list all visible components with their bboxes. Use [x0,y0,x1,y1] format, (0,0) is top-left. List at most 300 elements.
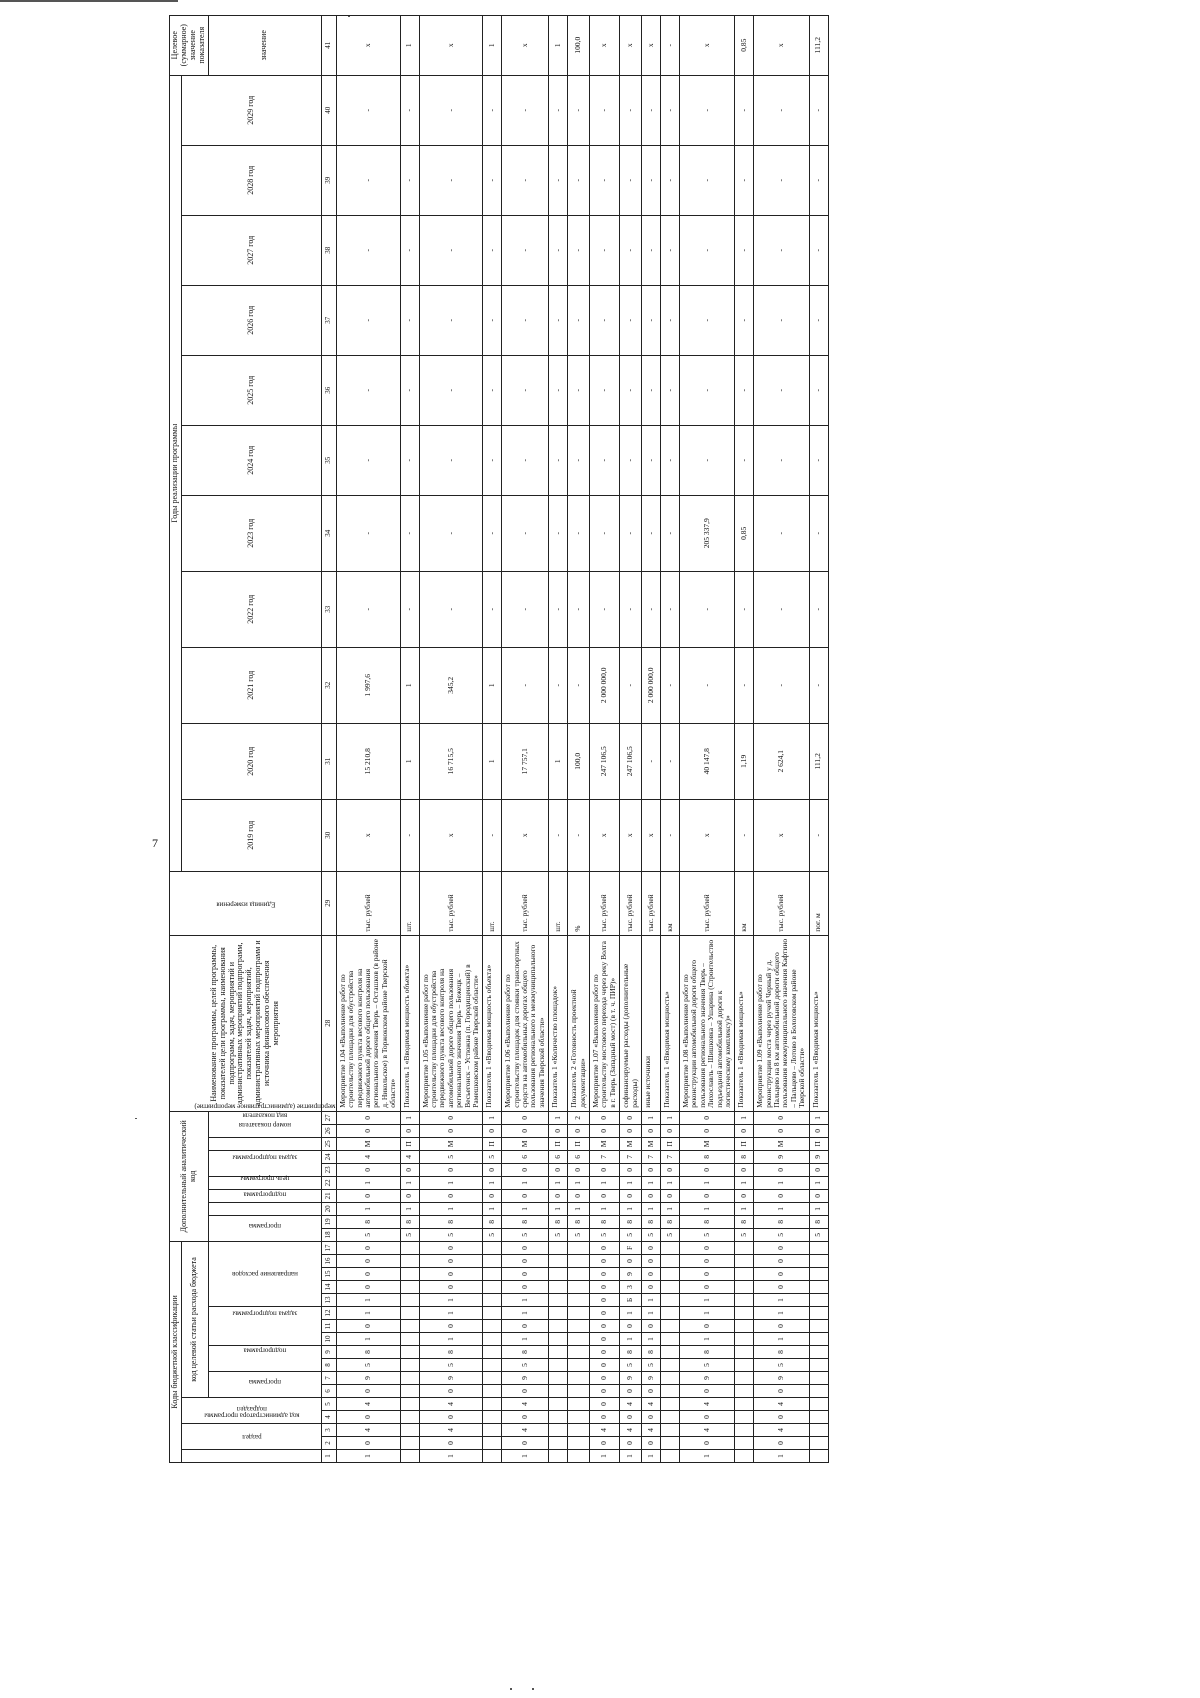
code-cell: 1 [809,1111,828,1124]
target-value-cell: - [660,15,679,75]
code-cell: 1 [502,1294,549,1307]
code-cell: 0 [590,1437,620,1450]
code-cell [549,1241,568,1254]
code-cell [809,1346,828,1359]
year-value-cell: - [735,285,754,355]
year-value-cell: - [641,425,660,495]
code-cell: 1 [336,1202,400,1215]
code-cell: 0 [549,1163,568,1176]
header-add-task: задача подпрограммы [208,1176,321,1189]
column-number: 31 [321,723,336,799]
code-cell: 9 [809,1150,828,1163]
year-value-cell: - [641,75,660,145]
year-value-cell: - [754,355,809,425]
year-value-cell: х [419,799,483,871]
year-value-cell: 16 715,5 [419,723,483,799]
code-cell: 1 [336,1333,400,1346]
code-cell [400,1320,419,1333]
code-cell [660,1424,679,1437]
code-cell: 0 [809,1163,828,1176]
code-cell: 1 [483,1202,502,1215]
code-cell [809,1294,828,1307]
code-cell: 0 [620,1255,642,1268]
column-number: 2 [321,1437,336,1450]
year-value-cell: - [809,215,828,285]
column-number: 26 [321,1124,336,1137]
code-cell: 0 [336,1189,400,1202]
year-value-cell: - [336,355,400,425]
year-value-cell: 1 [400,647,419,723]
year-value-cell: - [502,571,549,647]
year-value-cell: - [483,145,502,215]
code-cell: 0 [419,1320,483,1333]
column-number: 25 [321,1137,336,1150]
code-cell [735,1281,754,1294]
code-cell: 0 [336,1437,400,1450]
year-value-cell: - [679,75,734,145]
code-cell: 8 [641,1346,660,1359]
code-cell: 8 [735,1215,754,1228]
code-cell [483,1359,502,1372]
year-value-cell: - [549,799,568,871]
code-cell [809,1385,828,1398]
code-cell [809,1424,828,1437]
code-cell: 1 [590,1202,620,1215]
code-cell: 0 [590,1255,620,1268]
header-year-2026: 2026 год [181,285,321,355]
code-cell [483,1320,502,1333]
year-value-cell: - [809,571,828,647]
year-value-cell: - [660,571,679,647]
code-cell: М [502,1137,549,1150]
year-value-cell: - [483,571,502,647]
year-value-cell: - [590,425,620,495]
row-name: софинансируемые расходы (дополнительные расходы) [620,935,642,1111]
code-cell: 5 [641,1228,660,1241]
code-cell: 0 [590,1411,620,1424]
code-cell [735,1307,754,1320]
code-cell [568,1437,590,1450]
code-cell [568,1320,590,1333]
year-value-cell: - [590,571,620,647]
code-cell: 0 [620,1411,642,1424]
table-row [679,15,734,1462]
code-cell: 2 [568,1111,590,1124]
code-cell [660,1241,679,1254]
column-number: 8 [321,1359,336,1372]
table-row [336,15,400,1462]
code-cell: 1 [809,1176,828,1189]
code-cell [549,1320,568,1333]
code-cell: 8 [809,1215,828,1228]
code-cell [483,1398,502,1411]
year-value-cell: - [549,495,568,571]
year-value-cell: 1,19 [735,723,754,799]
year-value-cell: - [754,495,809,571]
code-cell: 5 [502,1228,549,1241]
code-cell [400,1294,419,1307]
code-cell [549,1424,568,1437]
code-cell [735,1333,754,1346]
year-value-cell: - [568,145,590,215]
code-cell [568,1424,590,1437]
row-unit: тыс. рублей [502,871,549,935]
code-cell: 0 [336,1268,400,1281]
code-cell [735,1437,754,1450]
code-cell: 0 [336,1255,400,1268]
code-cell: 0 [336,1241,400,1254]
code-cell: 1 [419,1450,483,1463]
year-value-cell: - [400,215,419,285]
year-value-cell: - [620,285,642,355]
code-cell: 8 [735,1150,754,1163]
year-value-cell: - [400,425,419,495]
code-cell [809,1372,828,1385]
code-cell: 0 [502,1189,549,1202]
code-cell: 1 [419,1333,483,1346]
code-cell: 8 [502,1346,549,1359]
year-value-cell: - [336,285,400,355]
code-cell: 4 [502,1398,549,1411]
code-cell: 0 [502,1281,549,1294]
year-value-cell: 1 997,6 [336,647,400,723]
code-cell: 0 [419,1111,483,1124]
code-cell: 5 [568,1228,590,1241]
code-cell [809,1398,828,1411]
year-value-cell: - [419,215,483,285]
code-cell: 1 [679,1294,734,1307]
column-number: 5 [321,1398,336,1411]
code-cell: 8 [483,1215,502,1228]
code-cell: 1 [549,1176,568,1189]
header-add-indicator-number: номер показателя [208,1137,321,1150]
code-cell: 0 [735,1124,754,1137]
year-value-cell: 15 210,8 [336,723,400,799]
year-value-cell: х [620,799,642,871]
code-cell: 0 [419,1411,483,1424]
code-cell: 1 [483,1176,502,1189]
code-cell [660,1437,679,1450]
code-cell: 8 [620,1215,642,1228]
code-cell: 1 [641,1294,660,1307]
row-name: Показатель 1 «Вводимая мощность объекта» [483,935,502,1111]
code-cell: П [735,1137,754,1150]
row-name: Мероприятие 1.07 «Выполнение работ по строительству мостового перехода через реку Волга в г. Тверь (Западный мост) (в т. ч. ПИР)» [590,935,620,1111]
year-value-cell: - [809,799,828,871]
year-value-cell: - [502,75,549,145]
code-cell [735,1294,754,1307]
header-year-2028: 2028 год [181,145,321,215]
year-value-cell: - [660,215,679,285]
code-cell: 0 [483,1124,502,1137]
code-cell: М [336,1137,400,1150]
row-name: Мероприятие 1.05 «Выполнение работ по строительству площадки для обустройства передвижного пункта весового контроля на автомобильной дороге общего пользования регионального значения Тверь – Бежецк – Весьегонск – Устюжна (п. Городищенский) в Рамешковском районе Тверской области» [419,935,483,1111]
code-cell: 0 [590,1294,620,1307]
year-value-cell: - [400,75,419,145]
code-cell: 8 [419,1346,483,1359]
code-cell: 1 [400,1111,419,1124]
column-number: 15 [321,1268,336,1281]
code-cell: 0 [641,1268,660,1281]
year-value-cell: - [483,75,502,145]
code-cell [400,1281,419,1294]
code-cell: 8 [568,1215,590,1228]
header-add-event: мероприятие (административное мероприятие) [208,1150,321,1176]
code-cell: 4 [679,1398,734,1411]
year-value-cell: - [483,495,502,571]
year-value-cell: - [641,285,660,355]
code-cell [483,1372,502,1385]
code-cell: 0 [679,1163,734,1176]
code-cell: 1 [735,1202,754,1215]
row-name: Показатель 1 «Вводимая мощность объекта» [400,935,419,1111]
code-cell: 1 [620,1202,642,1215]
code-cell: 7 [620,1150,642,1163]
target-value-cell: х [502,15,549,75]
scan-speck [510,1688,512,1690]
code-cell [568,1294,590,1307]
column-number: 23 [321,1163,336,1176]
code-cell: 8 [660,1215,679,1228]
year-value-cell: - [641,571,660,647]
code-cell: П [549,1137,568,1150]
header-target-value: значение [208,15,321,75]
code-cell: 5 [809,1228,828,1241]
year-value-cell: - [400,145,419,215]
row-name: Показатель 1 «Вводимая мощность» [660,935,679,1111]
code-cell: 0 [754,1255,809,1268]
code-cell: 4 [502,1424,549,1437]
code-cell [809,1359,828,1372]
code-cell: 0 [679,1437,734,1450]
year-value-cell: - [735,571,754,647]
code-cell [568,1450,590,1463]
year-value-cell: - [735,799,754,871]
year-value-cell: - [735,215,754,285]
year-value-cell: - [660,799,679,871]
code-cell: М [754,1137,809,1150]
code-cell: 1 [590,1176,620,1189]
code-cell: 6 [502,1150,549,1163]
year-value-cell: - [590,215,620,285]
year-value-cell: - [590,495,620,571]
code-cell: 4 [419,1398,483,1411]
code-cell: 0 [660,1163,679,1176]
column-number: 1 [321,1450,336,1463]
row-unit: шт. [549,871,568,935]
year-value-cell: - [483,285,502,355]
year-value-cell: - [502,285,549,355]
year-value-cell: 1 [483,723,502,799]
code-cell: 1 [549,1202,568,1215]
code-cell [660,1281,679,1294]
code-cell: 0 [419,1241,483,1254]
code-cell: 1 [590,1450,620,1463]
year-value-cell: - [754,285,809,355]
year-value-cell: - [660,75,679,145]
code-cell [660,1294,679,1307]
code-cell: 0 [483,1163,502,1176]
code-cell: 0 [483,1189,502,1202]
code-cell: 0 [679,1124,734,1137]
code-cell [660,1411,679,1424]
code-cell: 0 [590,1241,620,1254]
year-value-cell: - [483,799,502,871]
year-value-cell: - [641,215,660,285]
year-value-cell: - [620,425,642,495]
year-value-cell: - [735,145,754,215]
code-cell: 1 [679,1450,734,1463]
code-cell: 9 [679,1372,734,1385]
header-subprogram: подпрограмма [208,1346,321,1372]
header-budget-codes: Коды бюджетной классификации [170,1241,182,1462]
year-value-cell: - [568,215,590,285]
year-value-cell: - [620,495,642,571]
code-cell: 0 [419,1281,483,1294]
code-cell: 4 [336,1150,400,1163]
code-cell: 0 [641,1281,660,1294]
code-cell [483,1450,502,1463]
code-cell: 0 [679,1268,734,1281]
code-cell: 1 [502,1307,549,1320]
code-cell [483,1333,502,1346]
year-value-cell: - [419,425,483,495]
code-cell: 0 [679,1241,734,1254]
year-value-cell: - [590,285,620,355]
code-cell [400,1307,419,1320]
table-row [735,15,754,1462]
code-cell: 0 [679,1385,734,1398]
code-cell [660,1255,679,1268]
code-cell: 0 [660,1124,679,1137]
code-cell: 4 [620,1424,642,1437]
year-value-cell: - [400,799,419,871]
code-cell: 1 [419,1307,483,1320]
year-value-cell: - [483,425,502,495]
code-cell [568,1255,590,1268]
code-cell: 0 [754,1281,809,1294]
code-cell [568,1333,590,1346]
year-value-cell: - [590,75,620,145]
code-cell: П [660,1137,679,1150]
code-cell: 0 [502,1411,549,1424]
code-cell: 0 [336,1111,400,1124]
code-cell: 4 [400,1150,419,1163]
code-cell [400,1398,419,1411]
code-cell [400,1411,419,1424]
year-value-cell: - [754,647,809,723]
header-section: раздел [181,1424,321,1450]
year-value-cell: - [419,495,483,571]
column-number: 35 [321,425,336,495]
code-cell: 0 [502,1255,549,1268]
row-name: Мероприятие 1.06 «Выполнение работ по строительству площадок для стоянки транспортных средств на автомобильных дорогах общего пользования регионального и межмуниципального значения Тверской области» [502,935,549,1111]
column-number: 40 [321,75,336,145]
header-add-indicator-type: вид показателя [208,1111,321,1137]
code-cell: П [809,1137,828,1150]
code-cell: 0 [641,1163,660,1176]
code-cell: 0 [641,1320,660,1333]
code-cell: 0 [641,1385,660,1398]
code-cell [549,1294,568,1307]
code-cell: 9 [754,1372,809,1385]
code-cell: 1 [679,1333,734,1346]
code-cell [568,1268,590,1281]
table-row [400,15,419,1462]
scan-top-rule [0,0,178,2]
code-cell: 1 [735,1176,754,1189]
code-cell [660,1385,679,1398]
code-cell: 9 [754,1150,809,1163]
code-cell: 0 [502,1385,549,1398]
code-cell: 0 [590,1372,620,1385]
column-number: 33 [321,571,336,647]
code-cell: 4 [336,1398,400,1411]
code-cell: 1 [620,1333,642,1346]
code-cell [809,1320,828,1333]
year-value-cell: - [549,145,568,215]
code-cell [735,1320,754,1333]
code-cell [809,1450,828,1463]
year-value-cell: - [679,647,734,723]
code-cell: 9 [419,1372,483,1385]
code-cell: 1 [336,1307,400,1320]
year-value-cell: - [754,215,809,285]
code-cell: 4 [590,1424,620,1437]
code-cell [549,1255,568,1268]
row-unit: тыс. рублей [419,871,483,935]
code-cell: 5 [641,1359,660,1372]
year-value-cell: х [502,799,549,871]
code-cell: 1 [502,1333,549,1346]
column-number: 28 [321,935,336,1111]
year-value-cell: - [660,285,679,355]
code-cell: М [620,1137,642,1150]
code-cell: 1 [754,1294,809,1307]
code-cell [735,1424,754,1437]
code-cell: П [400,1137,419,1150]
code-cell: 8 [502,1215,549,1228]
code-cell [809,1411,828,1424]
year-value-cell: - [483,355,502,425]
year-value-cell: - [419,285,483,355]
code-cell: 0 [620,1385,642,1398]
code-cell: 4 [679,1424,734,1437]
row-unit: км [660,871,679,935]
code-cell: 9 [336,1372,400,1385]
code-cell [549,1268,568,1281]
code-cell: 0 [419,1189,483,1202]
code-cell: 1 [754,1307,809,1320]
code-cell [660,1320,679,1333]
year-value-cell: х [336,799,400,871]
table-row [809,15,828,1462]
code-cell [400,1372,419,1385]
table-body [321,15,828,1462]
code-cell: 9 [620,1372,642,1385]
code-cell [568,1385,590,1398]
year-value-cell: - [400,495,419,571]
row-unit: тыс. рублей [679,871,734,935]
code-cell: 0 [549,1124,568,1137]
code-cell: 0 [679,1255,734,1268]
code-cell: 5 [502,1359,549,1372]
code-cell: 8 [754,1346,809,1359]
code-cell [660,1359,679,1372]
code-cell: 0 [620,1124,642,1137]
code-cell: 4 [754,1424,809,1437]
code-cell: 1 [336,1176,400,1189]
